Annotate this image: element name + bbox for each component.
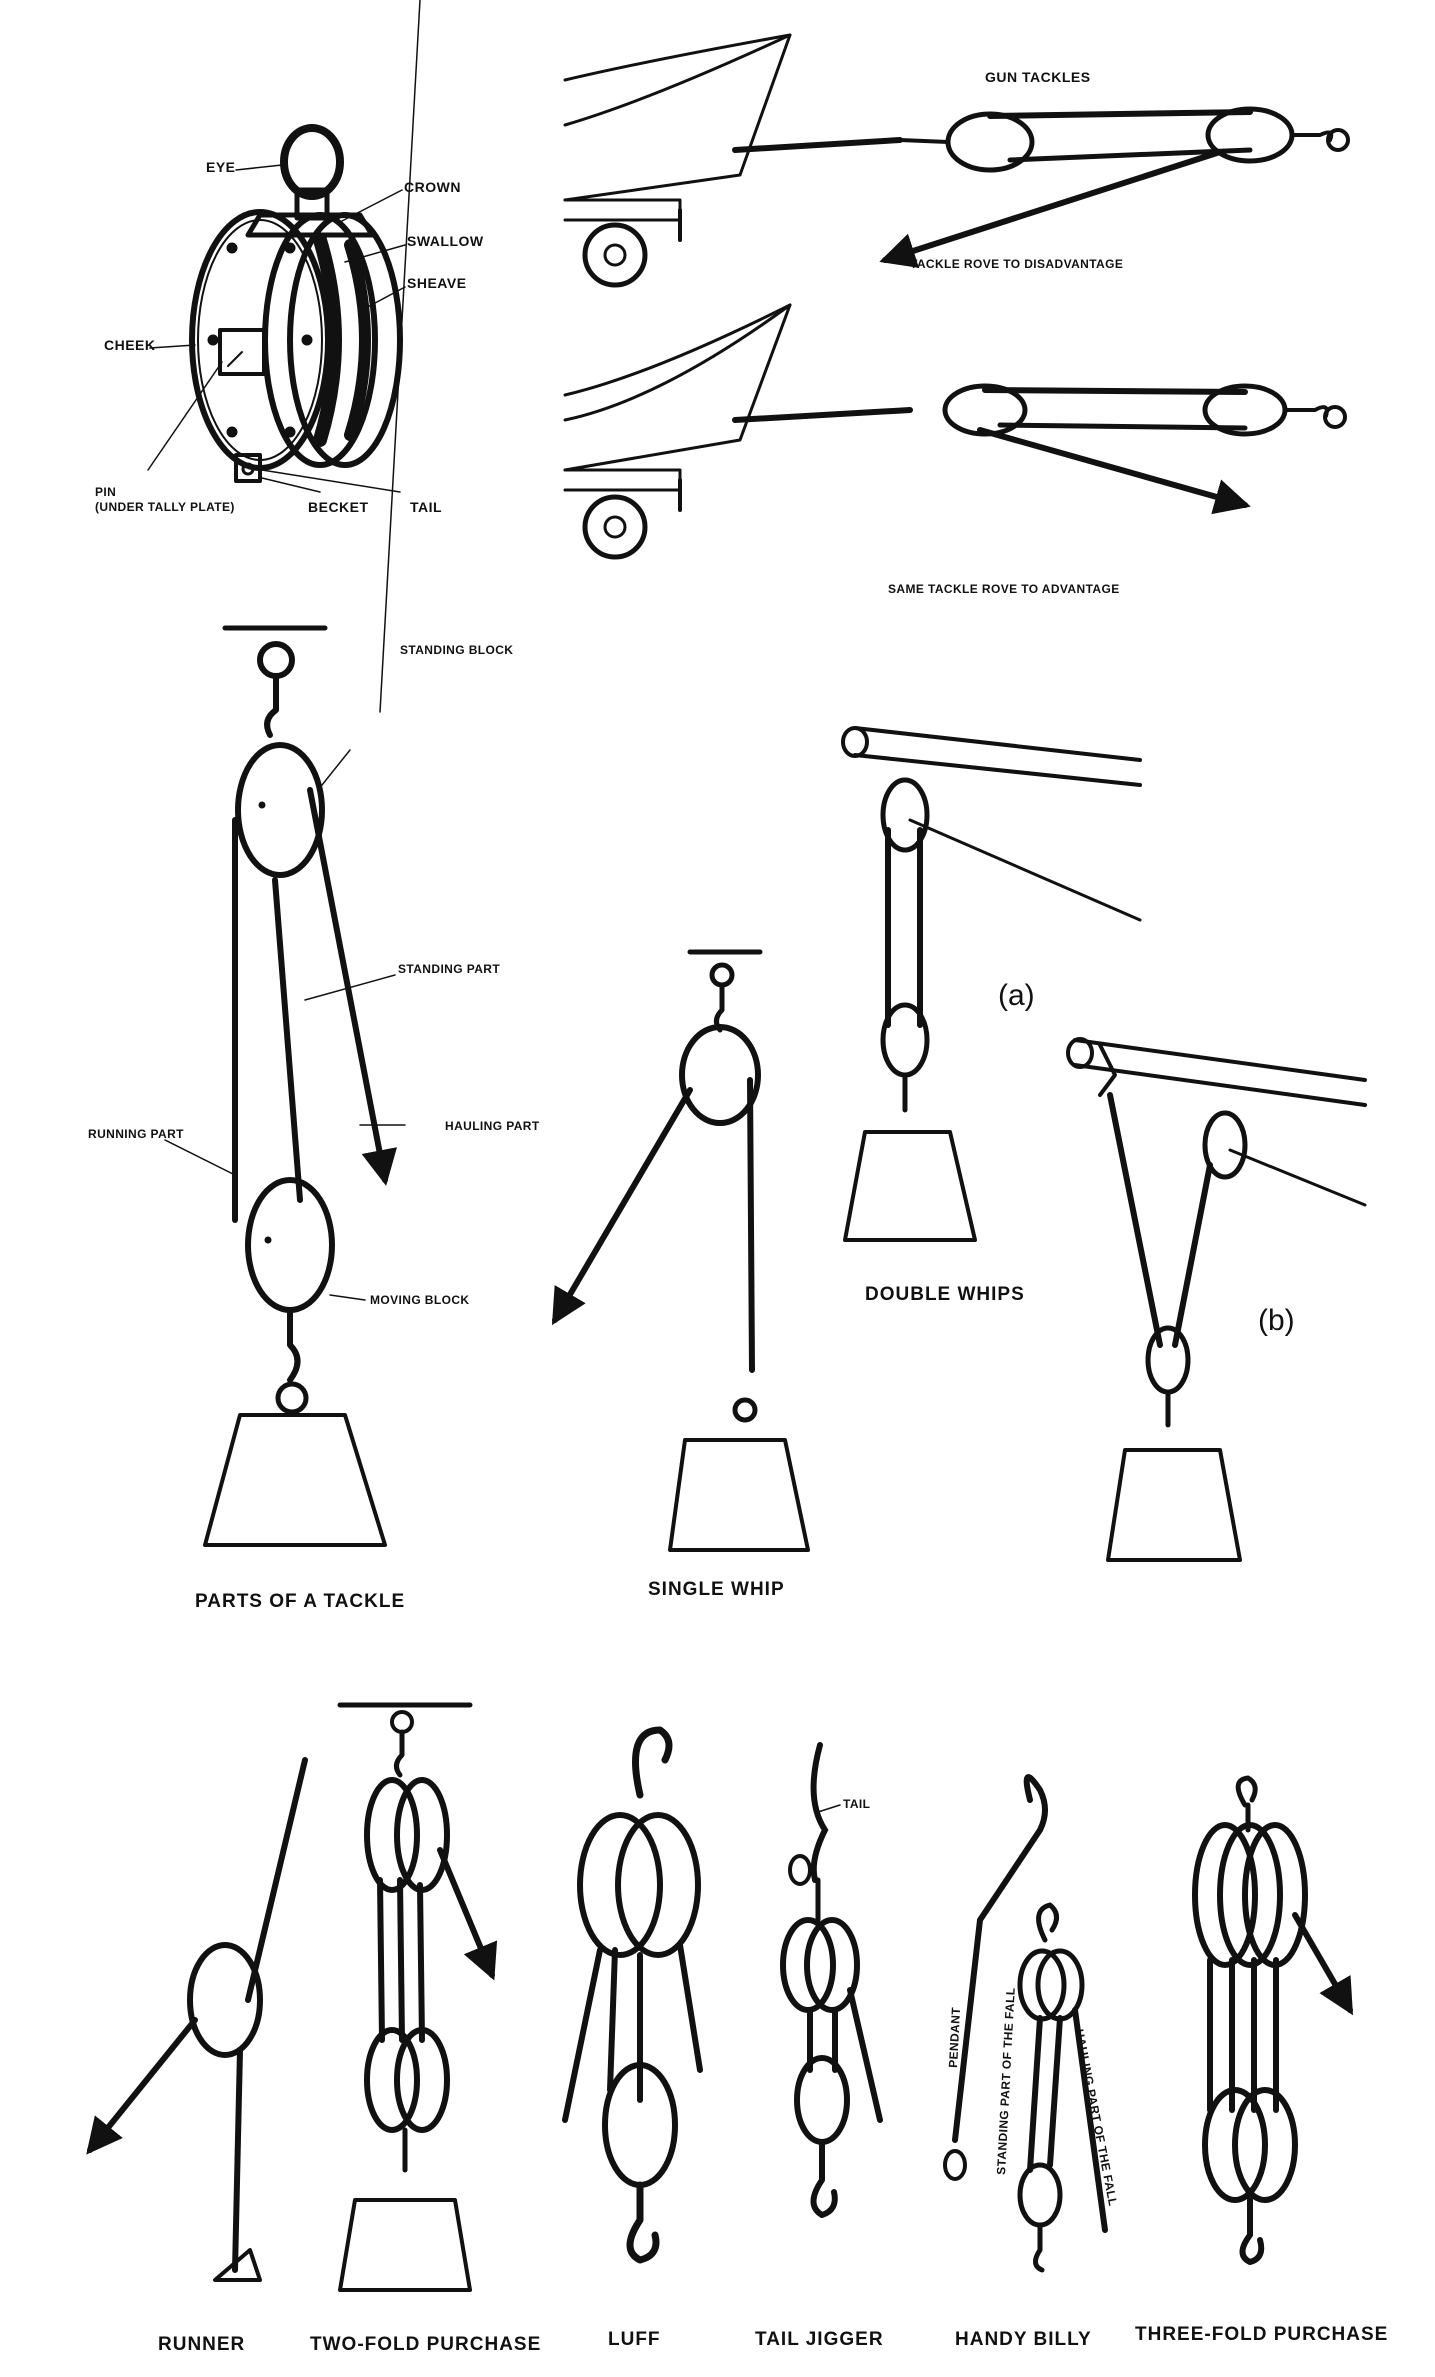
tail-leader: [818, 1805, 840, 1812]
caption-two-fold-purchase: TWO-FOLD PURCHASE: [310, 2334, 542, 2355]
tail-jigger-illustration: [783, 1745, 880, 2215]
handy-billy-illustration: [945, 1777, 1105, 2270]
caption-single-whip: SINGLE WHIP: [648, 1579, 785, 1600]
label-becket: BECKET: [308, 499, 369, 515]
caption-three-fold-purchase: THREE-FOLD PURCHASE: [1135, 2324, 1389, 2345]
gun-tackle-advantage: [565, 305, 1345, 557]
caption-runner: RUNNER: [158, 2334, 246, 2355]
label-tail-jigger-tail: TAIL: [843, 1797, 871, 1811]
runner-illustration: [90, 1760, 305, 2280]
gun-tackles-title: GUN TACKLES: [985, 69, 1091, 85]
caption-parts-of-tackle: PARTS OF A TACKLE: [195, 1591, 406, 1612]
label-double-whip-a: (a): [998, 979, 1035, 1012]
label-tail: TAIL: [410, 499, 443, 515]
label-eye: EYE: [206, 159, 236, 175]
label-crown: CROWN: [404, 179, 461, 195]
double-whip-a-illustration: [843, 728, 1140, 1240]
label-pin: PIN: [95, 485, 117, 499]
three-fold-purchase-illustration: [1195, 1778, 1350, 2262]
label-rove-advantage: SAME TACKLE ROVE TO ADVANTAGE: [888, 582, 1120, 596]
label-standing-block: STANDING BLOCK: [400, 643, 514, 657]
label-sheave: SHEAVE: [407, 275, 467, 291]
parts-of-tackle-illustration: [205, 628, 385, 1545]
caption-handy-billy: HANDY BILLY: [955, 2329, 1092, 2350]
label-pendant: PENDANT: [946, 2006, 964, 2069]
label-running-part: RUNNING PART: [88, 1127, 184, 1141]
label-swallow: SWALLOW: [407, 233, 484, 249]
gun-tackle-disadvantage: [565, 35, 1348, 285]
luff-illustration: [565, 1730, 700, 2260]
double-whip-b-illustration: [1068, 1039, 1365, 1560]
label-hauling-part: HAULING PART: [445, 1119, 540, 1133]
caption-tail-jigger: TAIL JIGGER: [755, 2329, 884, 2350]
label-rove-disadvantage: TACKLE ROVE TO DISADVANTAGE: [910, 257, 1124, 271]
label-standing-part-fall: STANDING PART OF THE FALL: [994, 1987, 1018, 2176]
single-whip-illustration: [555, 952, 808, 1550]
caption-luff: LUFF: [608, 2329, 661, 2350]
label-pin-tally-plate: (UNDER TALLY PLATE): [95, 500, 235, 514]
label-moving-block: MOVING BLOCK: [370, 1293, 470, 1307]
label-standing-part: STANDING PART: [398, 962, 501, 976]
label-double-whip-b: (b): [1258, 1304, 1295, 1337]
caption-double-whips: DOUBLE WHIPS: [865, 1284, 1025, 1305]
label-cheek: CHEEK: [104, 337, 156, 353]
label-hauling-part-fall: HAULING PART OF THE FALL: [1072, 2027, 1121, 2208]
two-fold-purchase-illustration: [340, 1705, 492, 2290]
block-parts-illustration: [192, 128, 400, 481]
